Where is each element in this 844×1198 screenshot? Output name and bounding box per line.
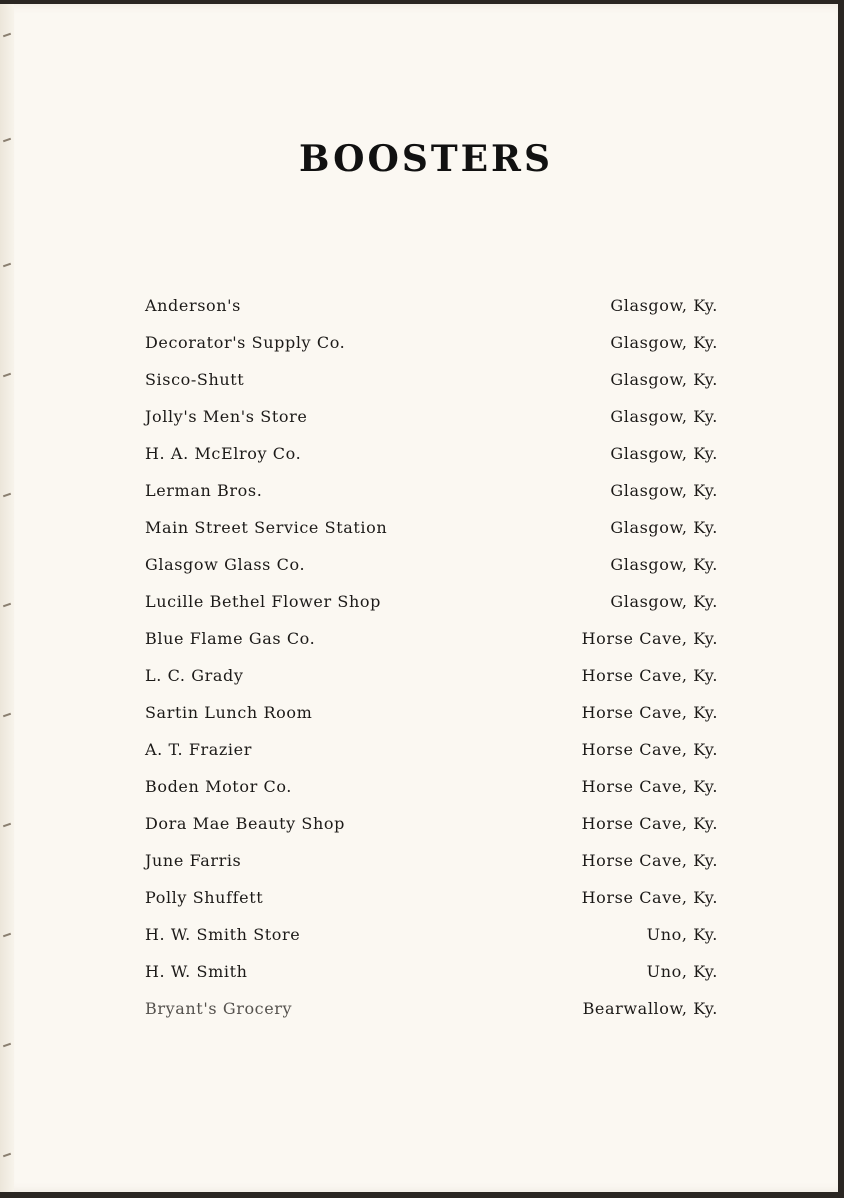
list-item — [145, 296, 718, 333]
booster-name: H. W. Smith Store — [145, 925, 301, 944]
booster-location: Horse Cave, Ky. — [581, 851, 718, 870]
booster-name: Polly Shuffett — [145, 888, 264, 907]
booster-name: Lucille Bethel Flower Shop — [145, 592, 381, 611]
booster-name: L. C. Grady — [145, 666, 244, 685]
stitch-mark — [3, 33, 11, 38]
list-item — [145, 444, 718, 481]
stitch-mark — [3, 373, 11, 378]
list-item — [145, 592, 718, 629]
booster-name: H. A. McElroy Co. — [145, 444, 302, 463]
document-page — [0, 4, 838, 1192]
list-item — [145, 407, 718, 444]
list-item — [145, 999, 718, 1036]
booster-location: Bearwallow, Ky. — [582, 999, 718, 1018]
booster-location: Glasgow, Ky. — [610, 370, 718, 389]
list-item — [145, 333, 718, 370]
list-item — [145, 814, 718, 851]
booster-location: Glasgow, Ky. — [610, 592, 718, 611]
booster-name: Dora Mae Beauty Shop — [145, 814, 345, 833]
booster-name: Boden Motor Co. — [145, 777, 292, 796]
list-item — [145, 370, 718, 407]
booster-name: Bryant's Grocery — [145, 999, 293, 1018]
list-item — [145, 629, 718, 666]
booster-location: Glasgow, Ky. — [610, 518, 718, 537]
booster-name: June Farris — [145, 851, 242, 870]
stitch-mark — [3, 493, 11, 498]
booster-name: Glasgow Glass Co. — [145, 555, 306, 574]
list-item — [145, 518, 718, 555]
booster-name: Sisco-Shutt — [145, 370, 245, 389]
booster-location: Uno, Ky. — [646, 925, 718, 944]
booster-name: Jolly's Men's Store — [145, 407, 308, 426]
list-item — [145, 851, 718, 888]
booster-name: A. T. Frazier — [145, 740, 252, 759]
booster-location: Glasgow, Ky. — [610, 481, 718, 500]
list-item — [145, 555, 718, 592]
stitch-mark — [3, 1153, 11, 1158]
booster-location: Horse Cave, Ky. — [581, 777, 718, 796]
list-item — [145, 703, 718, 740]
stitch-mark — [3, 1043, 11, 1048]
booster-location: Horse Cave, Ky. — [581, 814, 718, 833]
booster-location: Horse Cave, Ky. — [581, 888, 718, 907]
booster-location: Glasgow, Ky. — [610, 444, 718, 463]
list-item — [145, 888, 718, 925]
booster-location: Horse Cave, Ky. — [581, 703, 718, 722]
booster-name: Blue Flame Gas Co. — [145, 629, 316, 648]
booster-location: Horse Cave, Ky. — [581, 666, 718, 685]
stitch-mark — [3, 713, 11, 718]
stitch-mark — [3, 263, 11, 268]
list-item — [145, 962, 718, 999]
booster-name: Lerman Bros. — [145, 481, 263, 500]
booster-name: Main Street Service Station — [145, 518, 388, 537]
booster-location: Glasgow, Ky. — [610, 407, 718, 426]
stitch-mark — [3, 933, 11, 938]
booster-location: Glasgow, Ky. — [610, 296, 718, 315]
booster-location: Glasgow, Ky. — [610, 555, 718, 574]
booster-location: Uno, Ky. — [646, 962, 718, 981]
booster-location: Horse Cave, Ky. — [581, 629, 718, 648]
stitch-mark — [3, 823, 11, 828]
booster-name: Anderson's — [145, 296, 241, 315]
list-item — [145, 481, 718, 518]
stitch-mark — [3, 603, 11, 608]
page-title: BOOSTERS — [299, 138, 553, 180]
booster-location: Horse Cave, Ky. — [581, 740, 718, 759]
binding-edge — [0, 4, 14, 1192]
list-item — [145, 740, 718, 777]
list-item — [145, 666, 718, 703]
list-item — [145, 777, 718, 814]
list-item — [145, 925, 718, 962]
boosters-list — [145, 296, 718, 1036]
booster-location: Glasgow, Ky. — [610, 333, 718, 352]
booster-name: Sartin Lunch Room — [145, 703, 313, 722]
booster-name: H. W. Smith — [145, 962, 248, 981]
booster-name: Decorator's Supply Co. — [145, 333, 346, 352]
